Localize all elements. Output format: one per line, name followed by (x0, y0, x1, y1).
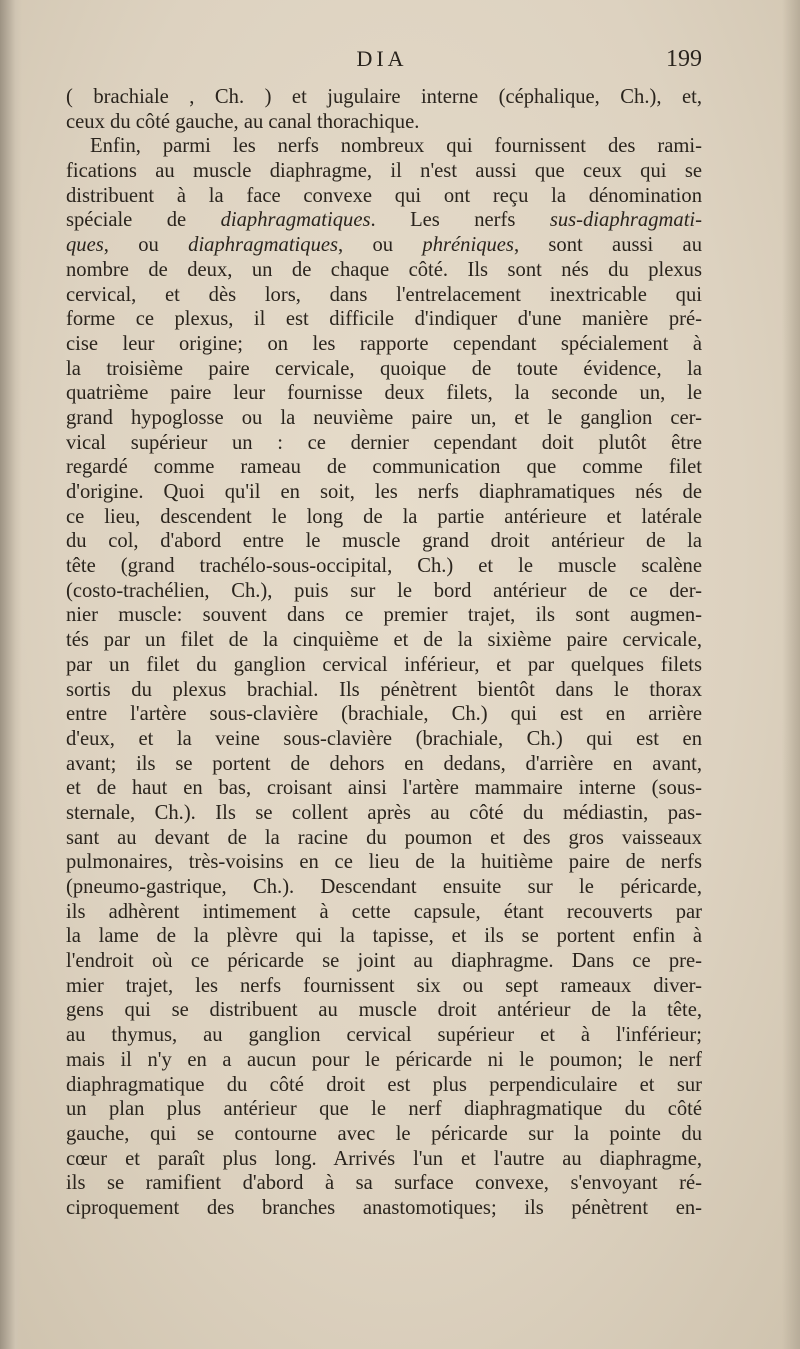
text-line (66, 208, 702, 233)
text-line: ciproquement des branches anastomotiques; ils pénètrent en- (66, 1196, 702, 1219)
text-line: cœur et paraît plus long. Arrivés l'un et l'autre au diaphragme, (66, 1147, 702, 1170)
text-line: tés par un filet de la cinquième et de la sixième paire cervicale, (66, 629, 702, 652)
text-line: du col, d'abord entre le muscle grand droit antérieur de la (66, 530, 702, 553)
body-text (66, 85, 702, 1221)
text-fragment: , ou (103, 234, 189, 257)
text-line: ce lieu, descendent le long de la partie antérieure et latérale (66, 505, 702, 528)
text-line: ( brachiale , Ch. ) et jugulaire interne (céphalique, Ch.), et, (66, 86, 702, 108)
text-fragment: . Les nerfs (370, 209, 550, 232)
running-head: DIA (356, 46, 408, 71)
text-line: distribuent à la face convexe qui ont reçu la dénomination (66, 184, 702, 207)
text-line: sternale, Ch.). Ils se collent après au côté du médiastin, pas- (66, 801, 702, 824)
text-fragment: , sont aussi au (513, 234, 702, 257)
text-line: grand hypoglosse ou la neuvième paire un, et le ganglion cer- (66, 406, 702, 429)
text-line: avant; ils se portent de dehors en dedans, d'arrière en avant, (66, 752, 702, 775)
text-line: gauche, qui se contourne avec le péricarde sur la pointe du (66, 1122, 702, 1145)
text-line: entre l'artère sous-clavière (brachiale, Ch.) qui est en arrière (66, 703, 702, 726)
text-line: cervical, et dès lors, dans l'entrelacement inextricable qui (66, 283, 702, 306)
text-line: gens qui se distribuent au muscle droit antérieur de la tête, (66, 999, 702, 1022)
text-line: et de haut en bas, croisant ainsi l'artère mammaire interne (sous- (66, 777, 702, 800)
text-line: ils adhèrent intimement à cette capsule, étant recouverts par (66, 900, 702, 923)
text-line: sant au devant de la racine du poumon et des gros vaisseaux (66, 826, 702, 849)
text-line: ceux du côté gauche, au canal thorachique. (66, 110, 420, 133)
text-line: diaphragmatique du côté droit est plus perpendiculaire et sur (66, 1073, 702, 1096)
text-line: d'eux, et la veine sous-clavière (brachiale, Ch.) qui est en (66, 727, 702, 750)
text-line: au thymus, au ganglion cervical supérieur et à l'inférieur; (66, 1024, 702, 1047)
text-line: la lame de la plèvre qui la tapisse, et ils se portent enfin à (66, 925, 702, 948)
text-line: la troisième paire cervicale, quoique de toute évidence, la (66, 357, 702, 380)
page-header (62, 46, 702, 78)
text-line: pulmonaires, très-voisins en ce lieu de la huitième paire de nerfs (66, 851, 702, 874)
italic-term: diaphragmatiques (220, 209, 371, 232)
text-line: par un filet du ganglion cervical inférieur, et par quelques filets (66, 653, 702, 676)
text-line: nombre de deux, un de chaque côté. Ils sont nés du plexus (66, 258, 702, 281)
text-line: (pneumo-gastrique, Ch.). Descendant ensuite sur le péricarde, (66, 876, 702, 898)
text-line: forme ce plexus, il est difficile d'indiquer d'une manière pré- (66, 308, 702, 331)
text-line: sortis du plexus brachial. Ils pénètrent bientôt dans le thorax (66, 678, 702, 701)
text-line: un plan plus antérieur que le nerf diaphragmatique du côté (66, 1098, 702, 1121)
text-line: cise leur origine; on les rapporte cependant spécialement à (66, 332, 702, 355)
text-line: tête (grand trachélo-sous-occipital, Ch.) et le muscle scalène (66, 555, 702, 578)
text-line: ils se ramifient d'abord à sa surface convexe, s'envoyant ré- (66, 1172, 702, 1195)
text-line: mais il n'y en a aucun pour le péricarde ni le poumon; le nerf (66, 1048, 702, 1071)
italic-term: ques (66, 234, 104, 257)
text-line: vical supérieur un : ce dernier cependant doit plutôt être (66, 431, 702, 454)
italic-term: phréniques (422, 234, 514, 257)
text-fragment: spéciale de (66, 209, 221, 232)
page-number: 199 (666, 46, 702, 72)
text-line: regardé comme rameau de communication que comme filet (66, 456, 702, 479)
text-line: Enfin, parmi les nerfs nombreux qui fournissent des rami- (90, 135, 702, 158)
text-fragment: , ou (338, 234, 423, 257)
page-edge-shadow (782, 0, 800, 1349)
text-line: nier muscle: souvent dans ce premier trajet, ils sont augmen- (66, 604, 702, 627)
text-line: l'endroit où ce péricarde se joint au diaphragme. Dans ce pre- (66, 950, 702, 973)
text-line: fications au muscle diaphragme, il n'est aussi que ceux qui se (66, 160, 702, 183)
text-line: d'origine. Quoi qu'il en soit, les nerfs diaphramatiques nés de (66, 481, 702, 503)
page-gutter-shadow (0, 0, 22, 1349)
italic-term: sus-diaphragmati- (549, 209, 702, 232)
text-line (66, 233, 702, 258)
text-line: quatrième paire leur fournisse deux filets, la seconde un, le (66, 382, 702, 405)
text-line: mier trajet, les nerfs fournissent six ou sept rameaux diver- (66, 974, 702, 997)
italic-term: diaphragmatiques (188, 234, 339, 257)
text-line: (costo-trachélien, Ch.), puis sur le bord antérieur de ce der- (66, 579, 702, 602)
